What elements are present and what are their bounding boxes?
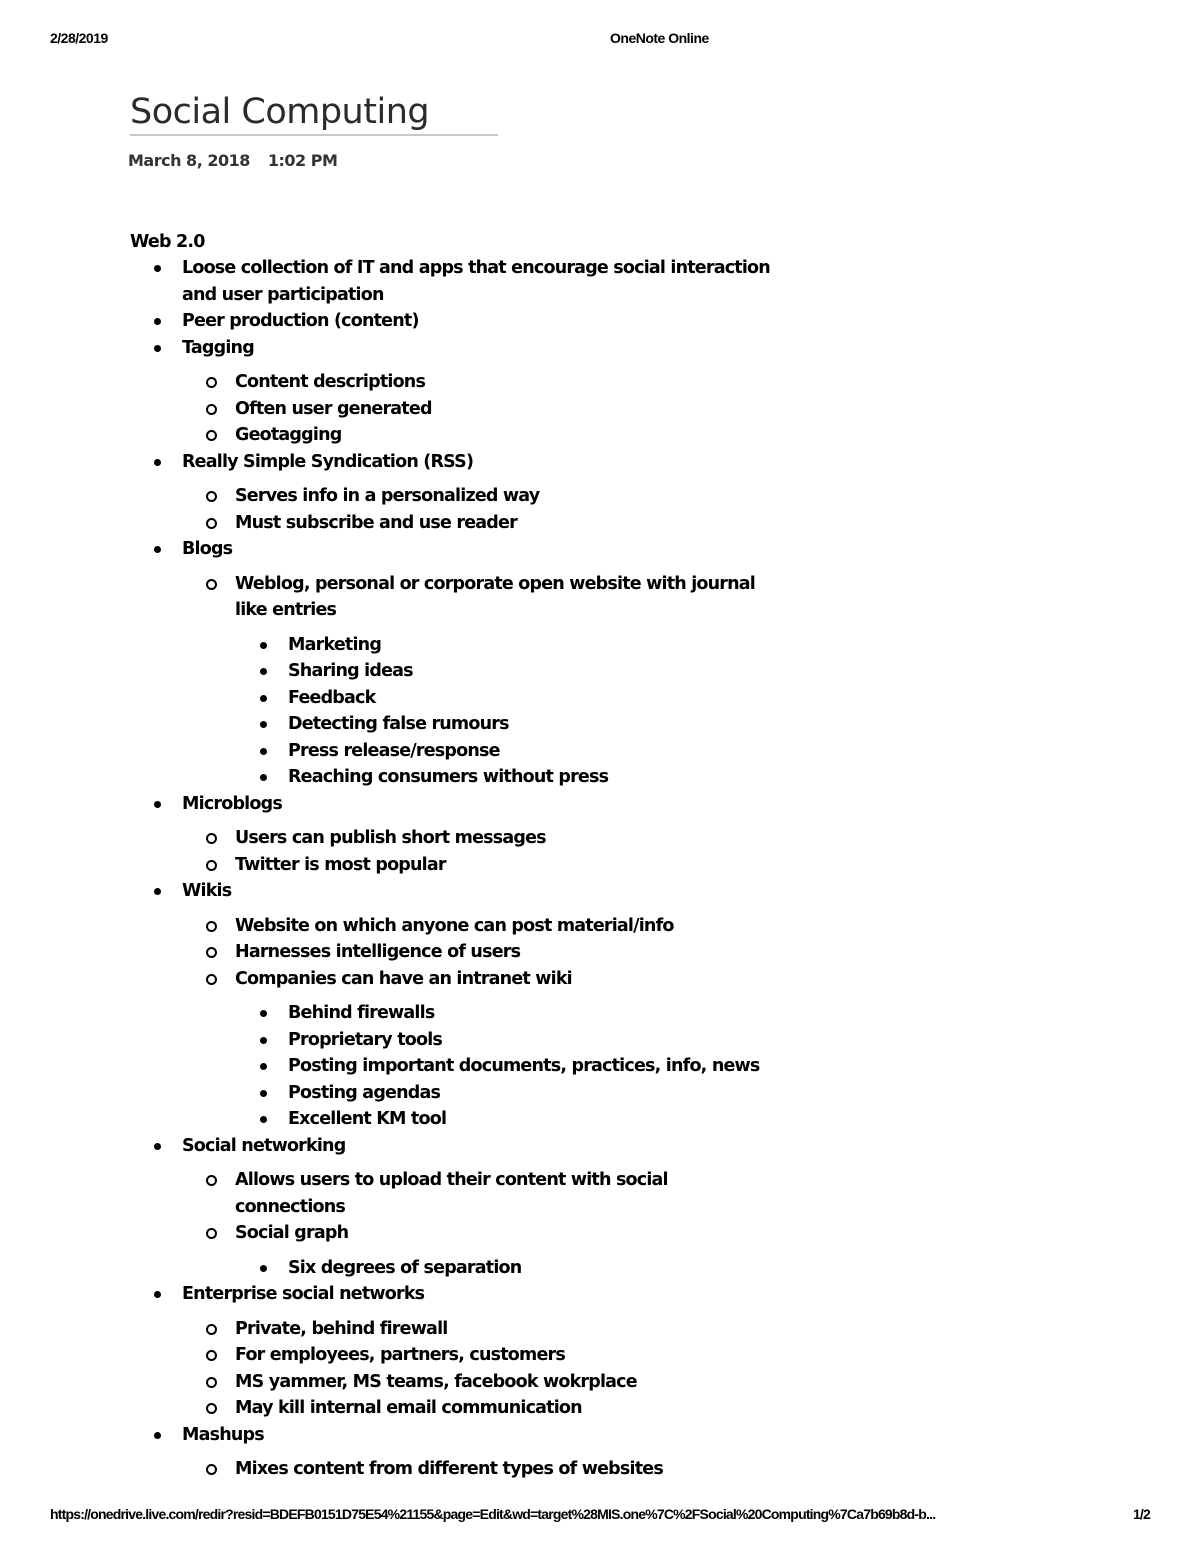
outline-item-text: Marketing [288, 634, 382, 655]
bullet-icon [154, 888, 161, 895]
hollow-bullet-icon [206, 430, 217, 441]
outline-sublist [182, 1167, 770, 1281]
outline-item-level-3[interactable] [235, 738, 770, 765]
outline-sublist [182, 483, 770, 536]
hollow-bullet-icon [206, 579, 217, 590]
outline-item-level-2[interactable] [182, 571, 770, 791]
print-app-title: OneNote Online [610, 30, 709, 46]
print-footer [50, 1506, 1150, 1526]
outline-item-level-1[interactable] [130, 1281, 770, 1422]
bullet-icon [154, 801, 161, 808]
outline-item-level-2[interactable] [182, 825, 770, 852]
outline-item-level-3[interactable] [235, 658, 770, 685]
outline-item-text: Really Simple Syndication (RSS) [182, 451, 474, 472]
outline-item-text: Loose collection of IT and apps that encourage social interaction and user participation [182, 258, 770, 305]
outline-item-text: Posting important documents, practices, info, news [288, 1056, 760, 1076]
page-title[interactable]: Social Computing [130, 92, 430, 132]
hollow-bullet-icon [206, 1464, 217, 1475]
outline-item-level-3[interactable] [235, 1255, 770, 1282]
page-time: 1:02 PM [267, 151, 338, 170]
bullet-icon [260, 1010, 267, 1017]
outline-item-level-2[interactable] [182, 1220, 770, 1281]
bullet-icon [260, 748, 267, 755]
outline-item-text: Social graph [235, 1223, 349, 1243]
outline-item-level-2[interactable] [182, 396, 770, 423]
outline-item-text: Allows users to upload their content with social connections [235, 1170, 668, 1217]
outline-item-level-1[interactable] [130, 449, 770, 537]
outline-item-text: Weblog, personal or corporate open website with journal like entries [235, 573, 756, 620]
print-source-url: https://onedrive.live.com/redir?resid=BDEFB0151D75E54%21155&page=Edit&wd=target%28MIS.one%7C%2FSocial%20Computing%7Ca7b69b8d-b... [50, 1506, 936, 1522]
outline-item-text: Behind firewalls [288, 1003, 435, 1023]
outline-item-text: Tagging [182, 337, 254, 358]
outline-item-text: Peer production (content) [182, 311, 419, 331]
outline-item-level-2[interactable] [182, 852, 770, 879]
outline-item-level-2[interactable] [182, 483, 770, 510]
outline-sublist [182, 571, 770, 791]
print-header [50, 30, 1150, 50]
outline-item-text: Content descriptions [235, 372, 426, 392]
outline-item-text: MS yammer, MS teams, facebook wokrplace [235, 1371, 637, 1392]
bullet-icon [260, 1090, 267, 1097]
outline-sublist [182, 1316, 770, 1422]
outline-sublist [235, 1255, 770, 1282]
outline-sublist [182, 1456, 770, 1483]
outline-item-level-2[interactable] [182, 1167, 770, 1220]
hollow-bullet-icon [206, 491, 217, 502]
outline-sublist [235, 1000, 770, 1133]
print-date: 2/28/2019 [50, 30, 108, 46]
outline-item-text: Detecting false rumours [288, 714, 509, 734]
outline-item-level-3[interactable] [235, 711, 770, 738]
bullet-icon [260, 1116, 267, 1123]
outline-item-text: Companies can have an intranet wiki [235, 968, 572, 989]
outline-item-text: Feedback [288, 687, 376, 708]
outline-item-level-1[interactable] [130, 255, 770, 308]
hollow-bullet-icon [206, 1228, 217, 1239]
bullet-icon [260, 1037, 267, 1044]
page-timestamp [128, 151, 337, 170]
outline-item-level-1[interactable] [130, 1422, 770, 1483]
hollow-bullet-icon [206, 1324, 217, 1335]
outline-item-text: Users can publish short messages [235, 828, 546, 848]
page-title-container[interactable] [130, 92, 498, 136]
outline-item-text: Twitter is most popular [235, 854, 446, 875]
outline-item-level-1[interactable] [130, 536, 770, 791]
outline-item-level-2[interactable] [182, 369, 770, 396]
outline-item-level-3[interactable] [235, 1027, 770, 1054]
bullet-icon [154, 1432, 161, 1439]
hollow-bullet-icon [206, 377, 217, 388]
outline-item-level-2[interactable] [182, 1342, 770, 1369]
outline-item-level-1[interactable] [130, 1133, 770, 1282]
outline-item-text: Reaching consumers without press [288, 767, 609, 787]
outline-item-level-1[interactable] [130, 335, 770, 449]
outline-item-text: Press release/response [288, 740, 500, 761]
bullet-icon [154, 1143, 161, 1150]
outline-item-text: Sharing ideas [288, 661, 413, 681]
hollow-bullet-icon [206, 1377, 217, 1388]
outline-list [130, 255, 770, 1483]
outline-item-level-1[interactable] [130, 791, 770, 879]
outline-item-level-2[interactable] [182, 939, 770, 966]
bullet-icon [260, 1265, 267, 1272]
hollow-bullet-icon [206, 1350, 217, 1361]
outline-item-text: Mixes content from different types of websites [235, 1459, 663, 1479]
outline-item-level-3[interactable] [235, 764, 770, 791]
outline-item-text: Excellent KM tool [288, 1109, 447, 1129]
bullet-icon [154, 459, 161, 466]
note-outline[interactable] [130, 229, 770, 1483]
print-page-number: 1/2 [1132, 1506, 1150, 1522]
bullet-icon [154, 345, 161, 352]
outline-item-level-1[interactable] [130, 878, 770, 1133]
hollow-bullet-icon [206, 921, 217, 932]
outline-item-text: Blogs [182, 539, 233, 559]
outline-item-text: Six degrees of separation [288, 1257, 522, 1278]
hollow-bullet-icon [206, 1403, 217, 1414]
outline-item-text: Enterprise social networks [182, 1284, 425, 1304]
outline-item-level-2[interactable] [182, 966, 770, 1133]
outline-item-text: Posting agendas [288, 1082, 441, 1103]
bullet-icon [154, 265, 161, 272]
outline-item-text: Often user generated [235, 398, 432, 419]
bullet-icon [154, 546, 161, 553]
outline-item-level-2[interactable] [182, 913, 770, 940]
outline-item-level-3[interactable] [235, 632, 770, 659]
outline-item-text: For employees, partners, customers [235, 1345, 565, 1365]
bullet-icon [154, 1291, 161, 1298]
bullet-icon [260, 668, 267, 675]
outline-item-text: Private, behind firewall [235, 1318, 448, 1339]
outline-item-text: Must subscribe and use reader [235, 512, 517, 533]
outline-item-level-2[interactable] [182, 1456, 770, 1483]
outline-item-level-2[interactable] [182, 510, 770, 537]
outline-item-text: Serves info in a personalized way [235, 486, 540, 506]
hollow-bullet-icon [206, 947, 217, 958]
outline-item-text: Proprietary tools [288, 1029, 443, 1050]
outline-item-text: Social networking [182, 1135, 346, 1156]
bullet-icon [260, 642, 267, 649]
hollow-bullet-icon [206, 974, 217, 985]
outline-item-text: May kill internal email communication [235, 1398, 582, 1418]
bullet-icon [260, 695, 267, 702]
bullet-icon [260, 721, 267, 728]
hollow-bullet-icon [206, 1175, 217, 1186]
outline-item-text: Harnesses intelligence of users [235, 942, 521, 962]
bullet-icon [260, 774, 267, 781]
outline-sublist [182, 369, 770, 449]
page-date: March 8, 2018 [128, 151, 250, 170]
outline-item-text: Website on which anyone can post material/info [235, 915, 674, 936]
hollow-bullet-icon [206, 833, 217, 844]
outline-item-level-3[interactable] [235, 685, 770, 712]
outline-item-level-2[interactable] [182, 1316, 770, 1343]
hollow-bullet-icon [206, 404, 217, 415]
outline-item-text: Mashups [182, 1424, 264, 1445]
outline-item-level-2[interactable] [182, 1395, 770, 1422]
hollow-bullet-icon [206, 860, 217, 871]
outline-item-level-1[interactable] [130, 308, 770, 335]
outline-sublist [182, 913, 770, 1133]
outline-item-text: Microblogs [182, 793, 282, 814]
outline-item-level-3[interactable] [235, 1053, 770, 1080]
outline-item-level-2[interactable] [182, 1369, 770, 1396]
outline-item-level-2[interactable] [182, 422, 770, 449]
outline-sublist [182, 825, 770, 878]
outline-item-text: Wikis [182, 881, 232, 901]
outline-item-level-3[interactable] [235, 1000, 770, 1027]
outline-item-text: Geotagging [235, 425, 342, 445]
outline-item-level-3[interactable] [235, 1106, 770, 1133]
hollow-bullet-icon [206, 518, 217, 529]
outline-item-level-3[interactable] [235, 1080, 770, 1107]
outline-heading[interactable]: Web 2.0 [130, 232, 205, 252]
bullet-icon [260, 1063, 267, 1070]
bullet-icon [154, 318, 161, 325]
outline-sublist [235, 632, 770, 791]
